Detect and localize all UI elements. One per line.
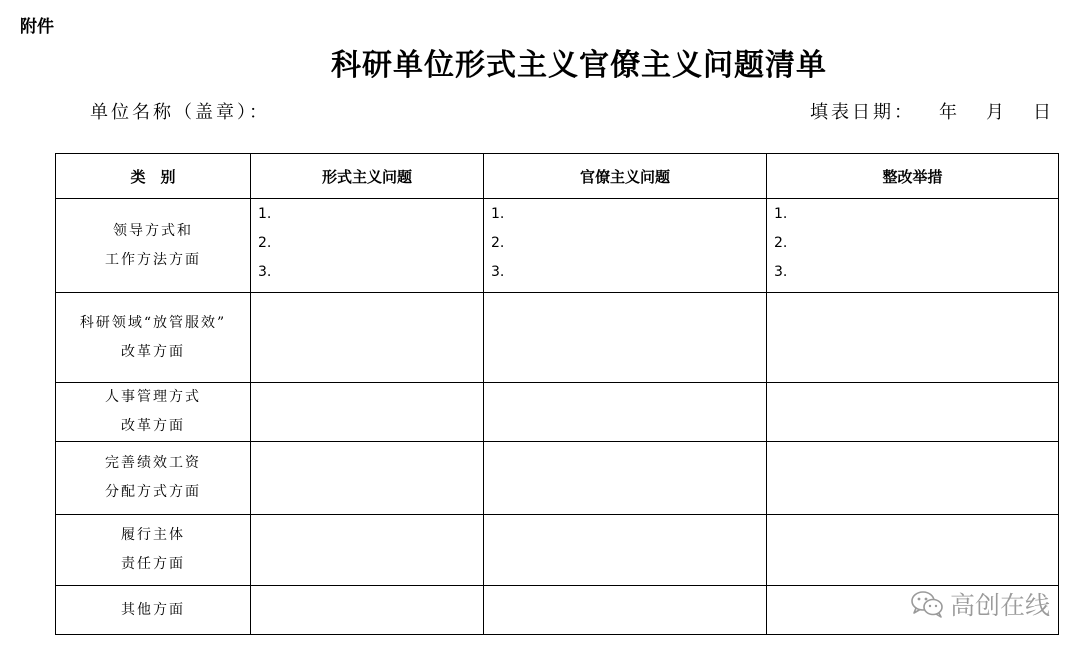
watermark-text: 高创在线 bbox=[949, 591, 1050, 620]
column-header-bureaucratism: 官僚主义问题 bbox=[484, 154, 767, 199]
table-row bbox=[56, 293, 1059, 383]
fill-date-label: 填表日期： bbox=[810, 102, 915, 123]
category-cell: 领导方式和 工作方法方面 bbox=[56, 199, 251, 293]
column-header-formalism: 形式主义问题 bbox=[251, 154, 484, 199]
rectification-cell[interactable] bbox=[767, 293, 1059, 383]
unit-name-label: 单位名称（盖章）： bbox=[90, 102, 270, 123]
rectification-cell[interactable] bbox=[767, 199, 1059, 293]
bureaucratism-cell[interactable] bbox=[484, 586, 767, 635]
year-label: 年 bbox=[939, 102, 960, 123]
list-item: 1. bbox=[491, 206, 505, 222]
formalism-cell[interactable] bbox=[251, 515, 484, 586]
rectification-cell[interactable] bbox=[767, 515, 1059, 586]
list-item: 3. bbox=[491, 264, 505, 280]
formalism-cell[interactable] bbox=[251, 199, 484, 293]
list-item: 1. bbox=[774, 206, 788, 222]
table-row bbox=[56, 199, 1059, 293]
list-item: 3. bbox=[258, 264, 272, 280]
list-item: 1. bbox=[258, 206, 272, 222]
issue-list-table bbox=[55, 153, 1059, 635]
rectification-cell[interactable] bbox=[767, 383, 1059, 442]
day-label: 日 bbox=[1033, 102, 1054, 123]
category-cell: 人事管理方式 改革方面 bbox=[56, 383, 251, 442]
month-label: 月 bbox=[986, 102, 1007, 123]
bureaucratism-cell[interactable] bbox=[484, 199, 767, 293]
list-item: 3. bbox=[774, 264, 788, 280]
attachment-label: 附件 bbox=[20, 17, 54, 37]
bureaucratism-cell[interactable] bbox=[484, 442, 767, 515]
list-item: 2. bbox=[491, 235, 505, 251]
formalism-cell[interactable] bbox=[251, 442, 484, 515]
category-cell: 科研领域“放管服效” 改革方面 bbox=[56, 293, 251, 383]
formalism-cell[interactable] bbox=[251, 293, 484, 383]
formalism-cell[interactable] bbox=[251, 383, 484, 442]
table-header-row bbox=[56, 154, 1059, 199]
category-cell: 履行主体 责任方面 bbox=[56, 515, 251, 586]
table-row bbox=[56, 515, 1059, 586]
table-row bbox=[56, 586, 1059, 635]
wechat-icon bbox=[910, 590, 946, 618]
category-cell: 完善绩效工资 分配方式方面 bbox=[56, 442, 251, 515]
table-row bbox=[56, 383, 1059, 442]
bureaucratism-cell[interactable] bbox=[484, 383, 767, 442]
column-header-category: 类 别 bbox=[56, 154, 251, 199]
category-cell: 其他方面 bbox=[56, 586, 251, 635]
watermark bbox=[910, 586, 1050, 622]
fill-date bbox=[810, 98, 1054, 124]
column-header-rectification: 整改举措 bbox=[767, 154, 1059, 199]
list-item: 2. bbox=[258, 235, 272, 251]
list-item: 2. bbox=[774, 235, 788, 251]
formalism-cell[interactable] bbox=[251, 586, 484, 635]
bureaucratism-cell[interactable] bbox=[484, 515, 767, 586]
bureaucratism-cell[interactable] bbox=[484, 293, 767, 383]
table-row bbox=[56, 442, 1059, 515]
document-title: 科研单位形式主义官僚主义问题清单 bbox=[331, 48, 827, 83]
rectification-cell[interactable] bbox=[767, 442, 1059, 515]
